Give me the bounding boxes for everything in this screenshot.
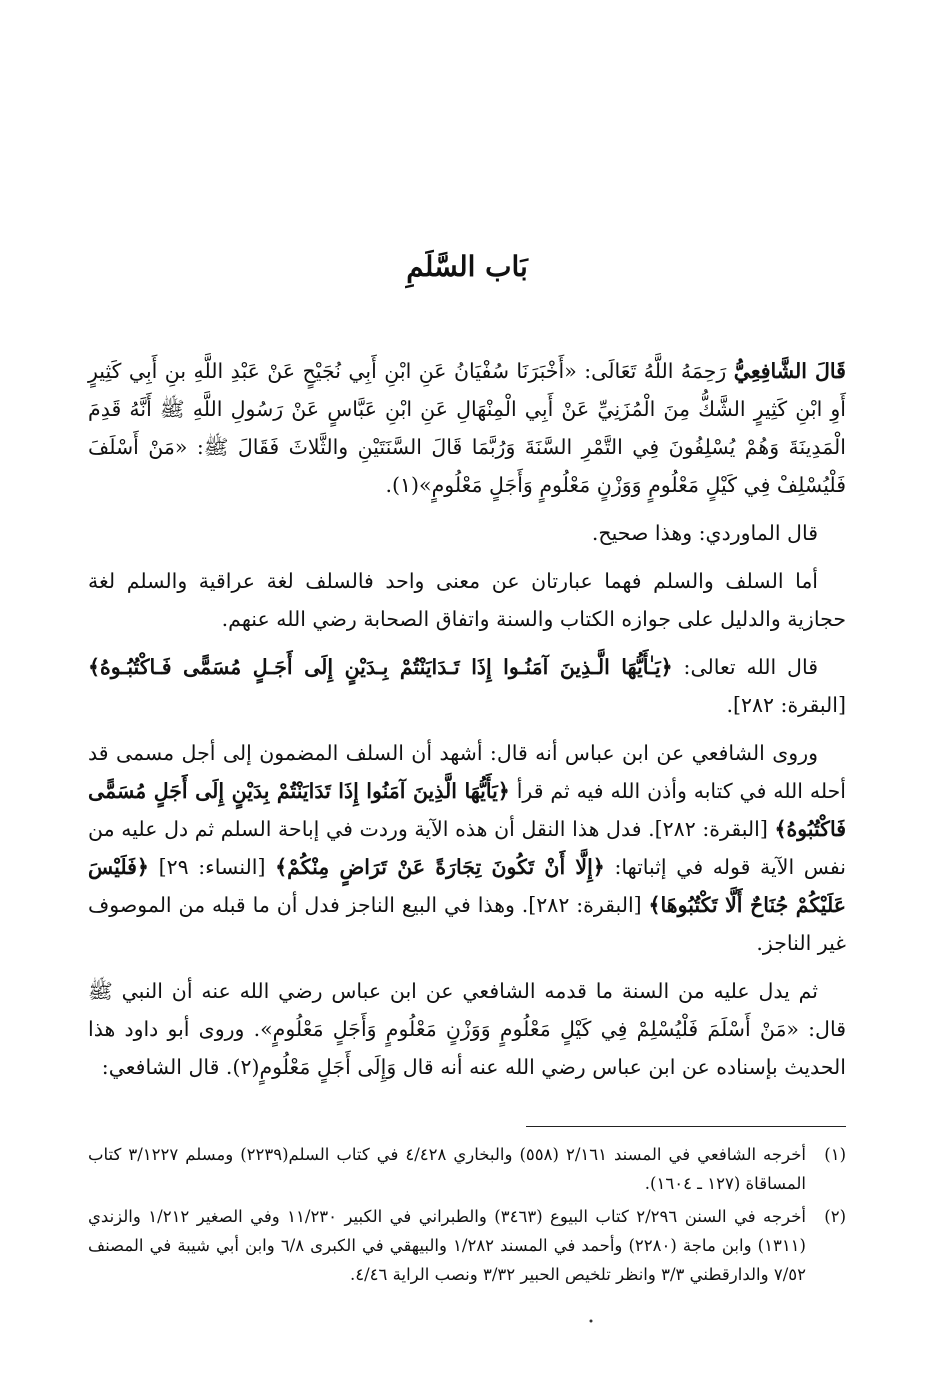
footnote-number: (١) [824, 1145, 846, 1164]
footnote-number: (٢) [824, 1207, 846, 1226]
footnote-text: أخرجه الشافعي في المسند ٢/١٦١ (٥٥٨) والبخاري ٤/٤٢٨ في كتاب السلم(٢٢٣٩) ومسلم ٣/١٢٢٧ كتاب المساقاة (١٢٧ ـ ١٦٠٤). [88, 1145, 806, 1193]
shafii-lead: قَالَ الشَّافِعِيُّ [733, 359, 846, 383]
quran-verse: ﴿يَـٰأَيُّهَا الَّـذِينَ آمَنُـوا إِذَا تَـدَايَنْتُمْ بِـدَيْنٍ إِلَى أَجَـلٍ مُسَمًّى فَـاكْتُبُـوهُ﴾ [88, 655, 673, 679]
paragraph-6: ثم يدل عليه من السنة ما قدمه الشافعي عن ابن عباس رضي الله عنه أن النبي ﷺ قال: «مَنْ أَسْلَمَ فَلْيُسْلِمْ فِي كَيْلٍ مَعْلُومٍ وَوَزْنٍ مَعْلُومٍ وَأَجَلٍ مَعْلُومٍ». وروى أبو داود هذا الحديث بإسناده عن ابن عباس رضي الله عنه أنه قال وَإِلَى أَجَلٍ مَعْلُومٍ(٢). قال الشافعي: [88, 979, 846, 1079]
paragraph-4-after: [البقرة: ٢٨٢]. [726, 693, 846, 717]
paragraph-4-before: قال الله تعالى: [672, 655, 818, 679]
quran-verse-3: ﴿فَلَيْسَ عَلَيْكُمْ جُنَاحٌ أَلَّا تَكْتُبُوهَا﴾ [88, 855, 846, 917]
paragraph-2: قال الماوردي: وهذا صحيح. [591, 521, 818, 545]
paragraph-1 [88, 352, 846, 504]
chapter-title: بَاب السَّلَمِ [406, 250, 528, 283]
quran-verse-1: ﴿يَأَيُّهَا الَّذِينَ آمَنُوا إِذَا تَدَايَنْتُمْ بِدَيْنٍ إِلَى أَجَلٍ مُسَمًّى فَاكْتُبُوهُ﴾ [88, 779, 846, 841]
paragraph-3: أما السلف والسلم فهما عبارتان عن معنى واحد فالسلف لغة عراقية والسلم لغة حجازية والدليل على جوازه الكتاب والسنة واتفاق الصحابة رضي الله عنهم. [88, 569, 846, 631]
page-dot-mark [588, 1318, 594, 1324]
paragraph-5-text-2: [البقرة: ٢٨٢]. فدل هذا النقل أن هذه الآية وردت في إباحة السلم ثم دل عليه من نفس الآية قوله في إثباتها: [88, 817, 846, 879]
book-page [88, 0, 846, 1373]
footnote-2 [88, 1202, 846, 1289]
paragraph-5-text-3: [النساء: ٢٩] [148, 855, 276, 879]
footnote-1 [88, 1140, 846, 1198]
footnote-text: أخرجه في السنن ٢/٢٩٦ كتاب البيوع (٣٤٦٣) والطبراني في الكبير ١١/٢٣٠ وفي الصغير ١/٢١٢ والزندي (١٣١١) وابن ماجة (٢٢٨٠) وأحمد في المسند ١/٢٨٢ والبيهقي في الكبرى ٦/٨ وابن أبي شيبة في المصنف ٧/٥٢ والدارقطني ٣/٣ وانظر تلخيص الحبير ٣/٣٢ ونصب الراية ٤/٤٦. [88, 1207, 806, 1284]
footnote-divider [526, 1126, 846, 1127]
quran-verse-2: ﴿إِلَّا أَنْ تَكُونَ تِجَارَةً عَنْ تَرَاضٍ مِنْكُمْ﴾ [275, 855, 605, 879]
paragraph-5-text-1: وروى الشافعي عن ابن عباس أنه قال: أشهد أن السلف المضمون إلى أجل مسمى قد أحله الله في كتابه وأذن الله فيه ثم قرأ [88, 741, 846, 803]
paragraph-5-text-4: [البقرة: ٢٨٢]. وهذا في البيع الناجز فدل أن ما قبله من الموصوف غير الناجز. [88, 893, 846, 955]
paragraph-1-text: رَحِمَهُ اللَّهُ تَعَالَى: «أَخْبَرَنَا سُفْيَانُ عَنِ ابْنِ أَبِي نُجَيْحٍ عَنْ عَبْدِ اللَّهِ بنِ أَبِي كَثِيرٍ أَوِ ابْنِ كَثِيرٍ الشَّكُّ مِنَ الْمُزَنِيِّ عَنْ أَبِي الْمِنْهَالِ عَنِ ابْنِ عَبَّاسٍ عَنْ رَسُولِ اللَّهِ ﷺ أَنَّهُ قَدِمَ الْمَدِينَةَ وَهُمْ يُسْلِفُونَ فِي التَّمْرِ السَّنَةَ وَرُبَّمَا قَالَ السَّنَتَيْنِ والثَّلاثَ فَقَالَ ﷺ: «مَنْ أَسْلَفَ فَلْيُسْلِفْ فِي كَيْلٍ مَعْلُومٍ وَوَزْنٍ مَعْلُومٍ وَأَجَلٍ مَعْلُومٍ»(١). [88, 359, 846, 497]
paragraph-5 [88, 734, 846, 962]
main-text [88, 352, 846, 1096]
footnotes [88, 1140, 846, 1293]
paragraph-4 [88, 648, 846, 724]
